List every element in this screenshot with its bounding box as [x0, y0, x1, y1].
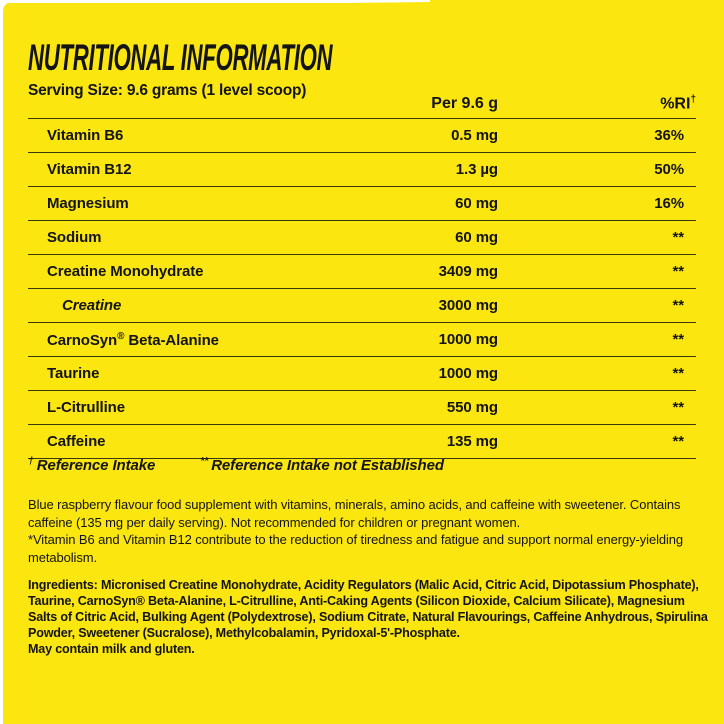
row-amount: 60 mg	[455, 229, 498, 246]
row-ri: **	[672, 331, 684, 348]
row-amount: 135 mg	[446, 433, 498, 450]
page-title-text: NUTRITIONAL INFORMATION	[28, 37, 333, 78]
row-amount: 60 mg	[455, 195, 498, 212]
row-ri: **	[672, 433, 684, 450]
row-amount: 550 mg	[446, 399, 498, 416]
table-row	[28, 425, 696, 459]
table-row	[28, 391, 696, 425]
description-paragraph-1: Blue raspberry flavour food supplement with vitamins, minerals, amino acids, and caffeine with sweetener. Contains caffeine (135 mg per daily serving). Not recommended for children or pregnant women.	[28, 497, 681, 530]
table-row	[28, 289, 696, 323]
row-name: Creatine	[62, 297, 122, 314]
description-paragraph-2: *Vitamin B6 and Vitamin B12 contribute to the reduction of tiredness and fatigue and support normal energy-yielding metabolism.	[28, 532, 684, 565]
footnotes	[28, 455, 444, 474]
footnote-reference-intake	[28, 455, 155, 474]
may-contain-note: May contain milk and gluten.	[28, 642, 195, 656]
column-header-ri	[506, 94, 696, 113]
row-amount: 3000 mg	[438, 297, 498, 314]
row-amount: 1.3 µg	[455, 161, 498, 178]
row-name: Vitamin B6	[47, 127, 124, 144]
row-ri: 50%	[654, 161, 684, 178]
table-header	[28, 94, 696, 113]
double-asterisk-icon: **	[200, 455, 209, 467]
footnote-reference-intake-text: Reference Intake	[36, 457, 156, 474]
row-ri: **	[672, 263, 684, 280]
ingredients	[28, 577, 708, 657]
row-name: Sodium	[47, 229, 102, 246]
page-title	[28, 37, 535, 78]
table-row	[28, 187, 696, 221]
row-name: Caffeine	[47, 433, 106, 450]
row-ri: **	[672, 229, 684, 246]
row-ri: **	[672, 399, 684, 416]
description	[28, 496, 706, 566]
ingredients-text: Micronised Creatine Monohydrate, Acidity Regulators (Malic Acid, Citric Acid, Dipotassium Phosphate), Taurine, CarnoSyn® Beta-Alanine, L-Citrulline, Anti-Caking Agents (Silicon Dioxide, Calcium Silicate), Magnesium Salts of Citric Acid, Bulking Agent (Polydextrose), Sodium Citrate, Natural Flavourings, Caffeine Anhydrous, Spirulina Powder, Sweetener (Sucralose), Methylcobalamin, Pyridoxal-5'-Phosphate.	[28, 578, 708, 640]
nutrition-table	[28, 118, 696, 459]
table-row	[28, 255, 696, 289]
row-ri: 36%	[654, 127, 684, 144]
column-header-amount: Per 9.6 g	[431, 95, 498, 113]
row-name: Taurine	[47, 365, 100, 382]
table-row	[28, 323, 696, 357]
row-amount: 0.5 mg	[451, 127, 498, 144]
row-ri: 16%	[654, 195, 684, 212]
footnote-not-established	[200, 455, 444, 474]
dagger-icon: †	[690, 94, 696, 105]
table-row	[28, 153, 696, 187]
ingredients-paragraph	[28, 577, 708, 641]
ingredients-label: Ingredients:	[28, 578, 98, 592]
row-name: Magnesium	[47, 195, 129, 212]
column-header-ri-text: %RI	[660, 95, 691, 113]
table-body	[28, 119, 696, 459]
row-amount: 3409 mg	[438, 263, 498, 280]
footnote-not-established-text: Reference Intake not Established	[211, 457, 444, 474]
table-row	[28, 357, 696, 391]
row-name: Creatine Monohydrate	[47, 263, 204, 280]
serving-size: Serving Size: 9.6 grams (1 level scoop)	[28, 82, 307, 99]
row-name: L-Citrulline	[47, 399, 125, 416]
row-name: Vitamin B12	[47, 161, 132, 178]
table-row	[28, 221, 696, 255]
row-name: CarnoSyn® Beta-Alanine	[47, 330, 219, 349]
row-ri: **	[672, 365, 684, 382]
table-row	[28, 119, 696, 153]
row-amount: 1000 mg	[438, 331, 498, 348]
row-amount: 1000 mg	[438, 365, 498, 382]
dagger-icon: †	[28, 455, 34, 467]
row-ri: **	[672, 297, 684, 314]
